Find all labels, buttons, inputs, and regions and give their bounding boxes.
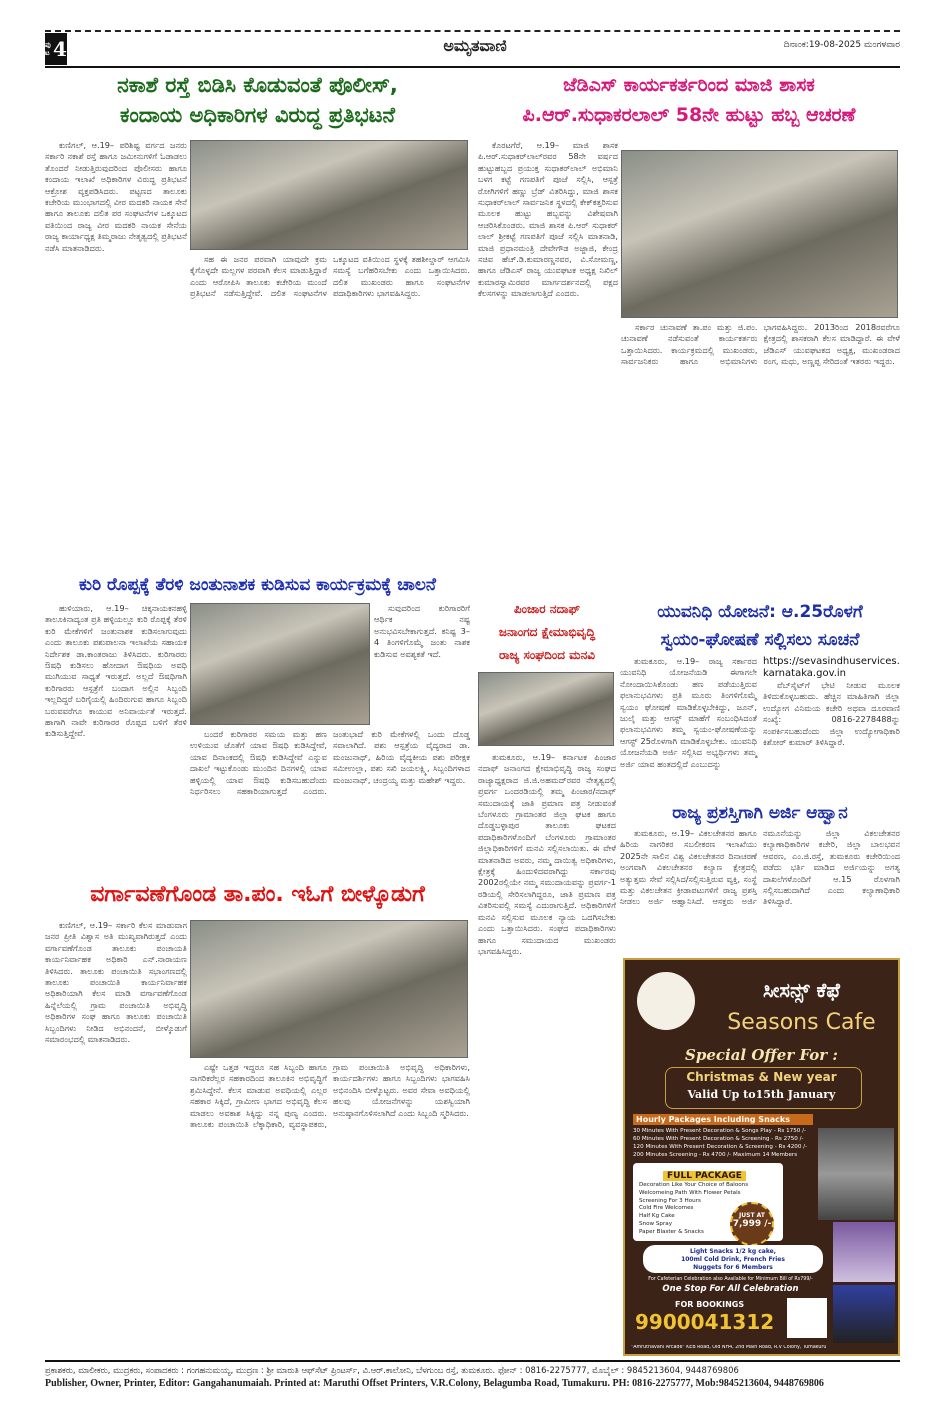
headline-line: ಪಿಂಜಾರ ನದಾಫ್ (513, 602, 581, 616)
package-item: Welcomeing Path With Flower Petals (639, 1189, 741, 1196)
sheep-body-cols (190, 729, 470, 877)
jds-headline (478, 70, 900, 130)
sheep-body-col1 (45, 603, 187, 878)
top-dashed-rule (45, 30, 900, 32)
farewell-body-cols (190, 1062, 470, 1356)
celebration-photo (833, 1285, 895, 1343)
header-rule (45, 66, 900, 68)
page-number-badge (45, 33, 67, 65)
paragraph: ತುಮಕೂರು, ಆ.19– ರಾಜ್ಯ ಸರ್ಕಾರದ ಯುವನಿಧಿ ಯೋಜನೆಯಡಿ ಈಗಾಗಲೇ ನೋಂದಾಯಿಸಿಕೊಂಡು ಹಣ ಪಡೆಯುತ್ತಿರುವ ಫಲಾನುಭವಿಗಳು ಪ್ರತಿ ಮೂರು ತಿಂಗಳಿಗೊಮ್ಮೆ ಸ್ವಯಂ ಘೋಷಣೆ ಮಾಡಿಕೊಳ್ಳಬೇಕಿದ್ದು, ಜೂನ್, ಜುಲೈ ಮತ್ತು ಆಗಸ್ಟ್ ಮಾಹೆಗೆ ಸಂಬಂಧಿಸಿದಂತೆ ಫಲಾನುಭವಿಗಳು ತಮ್ಮ ಸ್ವಯಂ-ಘೋಷಣೆಯನ್ನು ಆಗಸ್ಟ್ 25ರೊಳಗಾಗಿ ಮಾಡಿಕೊಳ್ಳಬೇಕು. ಯುವನಿಧಿ ಯೋಜನೆಯಡಿ ಅರ್ಜಿ ಸಲ್ಲಿಸಿದ ಅಭ್ಯರ್ಥಿಗಳು ತಮ್ಮ ಅರ್ಜಿ ಯಾವ ಹಂತದಲ್ಲಿದೆ ಎಂಬುದನ್ನು (620, 656, 757, 769)
headline-line: ಪಿ.ಆರ್.ಸುಧಾಕರಲಾಲ್ 58ನೇ ಹುಟ್ಟು ಹಬ್ಬ ಆಚರಣೆ (522, 104, 856, 126)
award-body (620, 828, 900, 953)
paragraph: ಕುಣಿಗಲ್, ಆ.19– ಸರ್ಕಾರಿ ಕೆಲಸ ಮಾಡುವಾಗ ಜನರ ಪ್ರೀತಿ ವಿಶ್ವಾಸ ಅತಿ ಮುಖ್ಯವಾಗಿರುತ್ತದೆ ಎಂದು ವರ್ಗಾವಣೆಗೊಂಡ ತಾಲೂಕು ಪಂಚಾಯತಿ ಕಾರ್ಯನಿರ್ವಾಹಕ ಅಧಿಕಾರಿ ಎನ್.ನಾರಾಯಣ ತಿಳಿಸಿದರು. ತಾಲೂಕು ಪಂಚಾಯಿತಿ ಸಭಾಂಗಣದಲ್ಲಿ ತಾಲೂಕು ಪಂಚಾಯಿತಿ ಕಾರ್ಯನಿರ್ವಾಹಕ ಅಧಿಕಾರಿಯಾಗಿ ಕೆಲಸ ಮಾಡಿ ವರ್ಗಾವಣೆಗೊಂಡ ಹಿನ್ನೆಲೆಯಲ್ಲಿ ಗ್ರಾಮ ಪಂಚಾಯಿತಿ ಅಭಿವೃದ್ಧಿ ಅಧಿಕಾರಿಗಳ ಸಂಘ ಹಾಗೂ ತಾಲೂಕು ಪಂಚಾಯಿತಿ ಸಿಬ್ಬಂದಿಗಳು ನೀಡಿದ ಅಭಿನಂದನೆ, ಬೀಳ್ಕೊಡುಗೆ ಸಮಾರಂಭದಲ್ಲಿ ಮಾತನಾಡಿದರು. (45, 920, 187, 1045)
cafeteria-note: For Cafeterian Celebration also Available for Minimum Bill of Rs799/- (648, 1277, 813, 1282)
masthead: ಅಮೃತವಾಣಿ (443, 36, 507, 55)
yuvanidhi-body (620, 656, 900, 799)
sheep-body-side (374, 603, 470, 725)
package-item: 60 Minutes With Present Decoration & Screening - Rs 2750 /- (633, 1136, 804, 1142)
cafe-name-kannada: ಸೀಸನ್ಸ್ ಕೆಫೆ (763, 978, 840, 1002)
paragraph: ಸರ್ಕಾರ ಚುನಾವಣೆ ತಾ.ಪಂ ಮತ್ತು ಜಿ.ಪಂ. ಚುನಾವಣೆ ನಡೆಸುವಂತೆ ಕಾರ್ಯಕರ್ತರು ಒತ್ತಾಯಿಸಿದರು. ಕಾರ್ಯಕ್ರಮದಲ್ಲಿ ಮುಖಂಡರು, ಸಾರ್ವಜನಿಕರು ಹಾಗೂ ಅಭಿಮಾನಿಗಳು ಭಾಗವಹಿಸಿದ್ದರು. 2013ರಿಂದ 2018ರವರೆಗೂ ಕ್ಷೇತ್ರದಲ್ಲಿ ಶಾಸಕರಾಗಿ ಕೆಲಸ ಮಾಡಿದ್ದಾರೆ. ಈ ವೇಳೆ ಜೆಡಿಎಸ್ ಯುವಘಟಕದ ಅಧ್ಯಕ್ಷ, ಮುಖಂಡರಾದ ರಂಗ, ಮಧು, ಅಣ್ಣಪ್ಪ ಸೇರಿದಂತೆ ಇತರರು ಇದ್ದರು. (621, 322, 900, 367)
cafe-address: "Amruthavani Arcade" KEB Road, Old NH4, 2nd Main Road, R.V Colony, Tumakuru (631, 1345, 827, 1350)
headline-line: ನಕಾಶೆ ರಸ್ತೆ ಬಿಡಿಸಿ ಕೊಡುವಂತೆ ಪೊಲೀಸ್, (117, 73, 398, 97)
award-headline: ರಾಜ್ಯ ಪ್ರಶಸ್ತಿಗಾಗಿ ಅರ್ಜಿ ಆಹ್ವಾನ (672, 803, 848, 823)
page-number: 4 (53, 37, 67, 61)
imprint-kannada: ಪ್ರಕಾಶಕರು, ಮಾಲೀಕರು, ಮುದ್ರಕರು, ಸಂಪಾದಕರು : ಗಂಗಹನುಮಯ್ಯ, ಮುದ್ರಣ : ಶ್ರೀ ಮಾರುತಿ ಆಫ್‌ಸೆಟ್ ಪ್ರಿಂಟರ್ಸ್, ವಿ.ಆರ್.ಕಾಲೋನಿ, ಬೆಳಗುಂಬ ರಸ್ತೆ, ತುಮಕೂರು. ಫೋನ್ : 0816-2275777, ಮೊಬೈಲ್ : 9845213604, 9448769806 (45, 1365, 739, 1375)
paragraph: ಬಂದರೆ ಕುರಿಗಾರರ ಸಮಯ ಮತ್ತು ಹಣ ಉಳಿಯುವ ಜೊತೆಗೆ ಯಾವ ಔಷಧಿ ಕುಡಿಸಿದ್ದೇವೆ, ಯಾವ ದಿನಾಂಕದಲ್ಲಿ ಔಷಧಿ ಕುಡಿಸಿದ್ದೇವೆ ಎನ್ನುವ ದಾಖಲೆ ಇಟ್ಟುಕೊಂಡು ಮುಂದಿನ ದಿನಗಳಲ್ಲಿ ಯಾವ ಹಳ್ಳಿಯಲ್ಲಿ ಯಾವ ಔಷಧಿ ಕುಡಿಸಬಹುದೆಂದು ನಿರ್ಧರಿಸಲು ಸಹಕಾರಿಯಾಗುತ್ತದೆ ಎಂದರು. ಜಂತುಭಾದೆ ಕುರಿ ಮೇಕೆಗಳಲ್ಲಿ ಒಂದು ದೊಡ್ಡ ಸವಾಲಾಗಿದೆ. ಪಶು ಆಸ್ಪತ್ರೆಯ ವೈದ್ಯರಾದ ಡಾ. ಮಂಜುನಾಥ್, ಹಿರಿಯ ವೈದ್ಯಕೀಯ ಪಶು ಪರೀಕ್ಷಕ ಸಮೀಉಲ್ಲಾ, ಪಶು ಸಖಿ ಜಯಲಕ್ಷ್ಮಿ, ಸಿಬ್ಬಂದಿಗಳಾದ ಮಂಜುನಾಥ್, ಚಂದ್ರಯ್ಯ ಮತ್ತು ಮಹೇಶ್ ಇದ್ದರು. (190, 729, 470, 797)
package-item: 120 Minutes With Present Decoration & Screening - Rs 4200 /- (633, 1144, 808, 1150)
paragraph: ವೆಬ್‌ಸೈಟ್‌ಗೆ ಭೇಟಿ ನೀಡುವ ಮೂಲಕ ತಿಳಿದುಕೊಳ್ಳಬಹುದು. ಹೆಚ್ಚಿನ ಮಾಹಿತಿಗಾಗಿ ಜಿಲ್ಲಾ ಉದ್ಯೋಗ ವಿನಿಮಯ ಕಚೇರಿ ಅಥವಾ ದೂರವಾಣಿ ಸಂಖ್ಯೆ: 0816-2278488ನ್ನು ಸಂಪರ್ಕಿಸಬಹುದೆಂದು ಜಿಲ್ಲಾ ಉದ್ಯೋಗಾಧಿಕಾರಿ ಕಿಶೋರ್ ಕುಮಾರ್ ತಿಳಿಸಿದ್ದಾರೆ. (763, 680, 900, 748)
paragraph: ತುಮಕೂರು, ಆ.19– ವಿಕಲಚೇತನರ ಹಾಗೂ ಹಿರಿಯ ನಾಗರಿಕರ ಸಬಲೀಕರಣ ಇಲಾಖೆಯು 2025ನೇ ಸಾಲಿನ ವಿಶ್ವ ವಿಕಲಚೇತನರ ದಿನಾಚರಣೆ ಅಂಗವಾಗಿ ವಿಕಲಚೇತನರ ಕಲ್ಯಾಣ ಕ್ಷೇತ್ರದಲ್ಲಿ ಅತ್ಯುತ್ತಮ ಸೇವೆ ಸಲ್ಲಿಸಿದ/ಸಲ್ಲಿಸುತ್ತಿರುವ ವ್ಯಕ್ತಿ, ಸಂಸ್ಥೆ ಮತ್ತು ವಿಕಲಚೇತನ ಕ್ರೀಡಾಪಟುಗಳಿಗೆ ರಾಜ್ಯ ಪ್ರಶಸ್ತಿ ನೀಡಲು ಅರ್ಜಿ ಆಹ್ವಾನಿಸಿದೆ. ಆಸಕ್ತರು ಅರ್ಜಿ ನಮೂನೆಯನ್ನು ಜಿಲ್ಲಾ ವಿಕಲಚೇತನರ ಕಲ್ಯಾಣಾಧಿಕಾರಿಗಳ ಕಚೇರಿ, ಜಿಲ್ಲಾ ಬಾಲಭವನ ಆವರಣ, ಎಂ.ಜಿ.ರಸ್ತೆ, ತುಮಕೂರು ಕಚೇರಿಯಿಂದ ಪಡೆದು ಭರ್ತಿ ಮಾಡಿದ ಅರ್ಜಿಯನ್ನು ಅಗತ್ಯ ದಾಖಲೆಗಳೊಂದಿಗೆ ಆ.15 ರೊಳಗಾಗಿ ಸಲ್ಲಿಸಬಹುದಾಗಿದೆ ಎಂದು ಕಲ್ಯಾಣಾಧಿಕಾರಿ ತಿಳಿಸಿದ್ದಾರೆ. (620, 828, 900, 907)
police-headline (45, 70, 470, 130)
price-value: 7,999 /- (732, 1219, 772, 1229)
package-item: Paper Blaster & Snacks (639, 1228, 704, 1235)
package-item: Screening For 3 Hours (639, 1197, 701, 1204)
imprint-english: Publisher, Owner, Printer, Editor: Gangahanumaiah. Printed at: Maruthi Offset Printers, V.R.Colony, Belagumba Road, Tumakuru. PH: 0816-2275777, Mob:9845213604, 9448769806 (45, 1378, 824, 1389)
snacks-box (643, 1245, 823, 1273)
jds-body-cols (621, 322, 900, 565)
offer-title: Special Offer For : (685, 1046, 838, 1064)
package-item: 30 Minutes With Present Decoration & Songs Play - Rs 1750 /- (633, 1128, 807, 1134)
bookings-label: FOR BOOKINGS (675, 1300, 745, 1309)
tagline: One Stop For All Celebration (662, 1284, 799, 1294)
page-prefix: ಪು (45, 41, 51, 49)
booking-phone[interactable]: 9900041312 (635, 1310, 775, 1334)
package-item: Snow Spray (639, 1220, 673, 1227)
headline-line: ಜೆಡಿಎಸ್ ಕಾರ್ಯಕರ್ತರಿಂದ ಮಾಜಿ ಶಾಸಕ (563, 74, 815, 96)
page-suffix: ಟ (45, 49, 50, 57)
seasons-cafe-advertisement (623, 958, 900, 1356)
footer-rule (45, 1360, 900, 1362)
sevasindhu-link[interactable]: https://sevasindhuservices.karnataka.gov.in (763, 656, 900, 679)
paragraph: ತುಮಕೂರು, ಆ.19– ಕರ್ನಾಟಕ ಪಿಂಜಾರ ನದಾಫ್ ಜನಾಂಗದ ಕ್ಷೇಮಾಭಿವೃದ್ಧಿ ರಾಜ್ಯ ಸಂಘದ ರಾಜ್ಯಾಧ್ಯಕ್ಷರಾದ ಜಿ.ಜಿ.ಅಹಮದ್‌ರವರ ನೇತೃತ್ವದಲ್ಲಿ ಪ್ರವರ್ಗ ಒಂದರಡಿಯಲ್ಲಿ ತಮ್ಮ ಪಿಂಜಾರ/ನದಾಫ್ ಸಮುದಾಯಕ್ಕೆ ಜಾತಿ ಪ್ರಮಾಣ ಪತ್ರ ನೀಡುವಂತೆ ಬೆಂಗಳೂರು ಗ್ರಾಮಾಂತರ ಜಿಲ್ಲಾ ಘಟಕ ಹಾಗೂ ದೊಡ್ಡಬಳ್ಳಾಪುರ ತಾಲೂಕು ಘಟಕದ ಪದಾಧಿಕಾರಿಗಳೊಂದಿಗೆ ಬೆಂಗಳೂರು ಗ್ರಾಮಾಂತರ ಜಿಲ್ಲಾಧಿಕಾರಿಗಳಿಗೆ ಮನವಿ ಸಲ್ಲಿಸಲಾಯಿತು. ಈ ವೇಳೆ ಮಾತನಾಡಿದ ಅವರು, ನಮ್ಮ ದಾಯಿತ್ವ ಅಧಿಕಾರಿಗಳು, ಕ್ಷೇತ್ರಕ್ಕೆ ಹಿಂದುಳಿದವರಾಗಿದ್ದು ಸರ್ಕಾರವು 2002ರಲ್ಲಿಯೇ ನಮ್ಮ ಸಮುದಾಯವನ್ನು ಪ್ರವರ್ಗ-1 ರಡಿಯಲ್ಲಿ ಸೇರಿಸಲಾಗಿದ್ದರೂ, ಜಾತಿ ಪ್ರಮಾಣ ಪತ್ರ ವಿತರಿಸುವಲ್ಲಿ ಸಮಸ್ಯೆ ಎದುರಾಗುತ್ತಿದೆ. ಅಧಿಕಾರಿಗಳಿಗೆ ಮನವಿ ಸಲ್ಲಿಸುವ ಮೂಲಕ ನ್ಯಾಯ ಒದಗಿಸಬೇಕು ಎಂದು ಒತ್ತಾಯಿಸಿದರು. ಸಂಘದ ಪದಾಧಿಕಾರಿಗಳು ಹಾಗೂ ಸಮುದಾಯದ ಮುಖಂಡರು ಭಾಗವಹಿಸಿದ್ದರು. (478, 752, 616, 956)
snacks-line: Light Snacks 1/2 kg cake, (689, 1248, 777, 1255)
issue-date: ದಿನಾಂಕ:19-08-2025 ಮಂಗಳವಾರ (783, 40, 900, 50)
price-badge (730, 1202, 774, 1246)
cafe-name-english: Seasons Cafe (727, 1010, 876, 1035)
farewell-headline: ವರ್ಗಾವಣೆಗೊಂಡ ತಾ.ಪಂ. ಇಓಗೆ ಬೀಳ್ಕೊಡುಗೆ (90, 882, 425, 907)
headline-line: ಕಂದಾಯ ಅಧಿಕಾರಿಗಳ ವಿರುದ್ಧ ಪ್ರತಿಭಟನೆ (120, 103, 395, 127)
police-body-col1 (45, 140, 187, 565)
package-item: Half Kg Cake (639, 1213, 675, 1220)
paragraph: ಕುಣಿಗಲ್, ಆ.19– ಪರಿಶಿಷ್ಟ ವರ್ಗದ ಜನರು ಸರ್ಕಾರಿ ನಕಾಶೆ ರಸ್ತೆ ಹಾಗೂ ಜಮೀನುಗಳಿಗೆ ಓಡಾಡಲು ತೊಂದರೆ ನೀಡುತ್ತಿರುವುದರಿಂದ ಪೊಲೀಸರು ಹಾಗೂ ಕಂದಾಯ ಇಲಾಖೆ ಅಧಿಕಾರಿಗಳ ವಿರುದ್ಧ ಪ್ರತಿಭಟನೆ ಆಕ್ರೋಶ ವ್ಯಕ್ತಪಡಿಸಿದರು. ಪಟ್ಟಣದ ತಾಲೂಕು ಕಚೇರಿಯ ಮುಂಭಾಗದಲ್ಲಿ ವೀರ ಮದಕರಿ ನಾಯಕ ಸೇನೆ ಹಾಗೂ ತಾಲೂಕು ದಲಿತ ಪರ ಸಂಘಟನೆಗಳ ಒಕ್ಕೂಟದ ವತಿಯಿಂದ ರಾಜ್ಯ ವೀರ ಮದಕರಿ ನಾಯಕ ಸೇನೆಯ ರಾಜ್ಯ ಕಾರ್ಯಾಧ್ಯಕ್ಷ ತಿಮ್ಮರಾಜು ನೇತೃತ್ವದಲ್ಲಿ ಪ್ರತಿಭಟನೆ ನಡೆಸಿ ಮಾತನಾಡಿದರು. (45, 140, 187, 253)
sheep-headline: ಕುರಿ ರೊಪ್ಪಕ್ಕೆ ತೆರಳಿ ಜಂತುನಾಶಕ ಕುಡಿಸುವ ಕಾರ್ಯಕ್ರಮಕ್ಕೆ ಚಾಲನೆ (79, 575, 436, 595)
qr-code (787, 1298, 827, 1338)
hourly-packages-title: Hourly Packages Including Snacks (633, 1114, 813, 1125)
package-item: 200 Minutes Screening - Rs 4700 /- Maximum 14 Members (633, 1152, 798, 1158)
pinjara-headline (478, 598, 616, 667)
package-item: Decoration Like Your Choice of Baloons (639, 1182, 749, 1188)
balloon-decor-photo (833, 1222, 895, 1282)
memorandum-photo (478, 672, 614, 746)
paragraph: ಹುಳಿಯಾರು, ಆ.19– ಚಿಕ್ಕನಾಯಕನಹಳ್ಳಿ ತಾಲೂಕಿನಾದ್ಯಂತ ಪ್ರತಿ ಹಳ್ಳಿಯಲ್ಲೂ ಕುರಿ ರೊಪ್ಪಕ್ಕೆ ತೆರಳಿ ಕುರಿ ಮೇಕೆಗಳಿಗೆ ಜಂತುನಾಶಕ ಕುಡಿಸಲಾಗುವುದು ಎಂದು ತಾಲೂಕು ಪಶುಪಾಲನಾ ಇಲಾಖೆಯ ಸಹಾಯಕ ನಿರ್ದೇಶಕ ಡಾ.ಕಾಂತರಾಜು ತಿಳಿಸಿದರು. ಕುರಿಗಾರರು ಔಷಧಿ ಕುಡಿಸಲು ಹೋದಾಗ ಔಷಧಿಯ ಅವಧಿ ಮುಗಿಯುವ ಸಾಧ್ಯತೆ ಇರುತ್ತದೆ. ಅಲ್ಲದೆ ಔಷಧಿಗಾಗಿ ಕುರಿಗಾರರು ಆಸ್ಪತ್ರೆಗೆ ಬಂದಾಗ ಅಲ್ಲಿನ ಸಿಬ್ಬಂದಿ ಇಲ್ಲದಿದ್ದರೆ ಬರಿಗೈಯಲ್ಲಿ ಹಿಂದಿರುಗುವ ಹಾಗೂ ಸಿಬ್ಬಂದಿ ಬರುವವರೆಗೂ ಕಾಯುವ ಅನಿವಾರ್ಯತೆ ಇರುತ್ತದೆ. ಹಾಗಾಗಿ ನಾವೇ ಕುರಿಗಾರರ ರೊಪ್ಪದ ಬಳಿಗೆ ತೆರಳಿ ಕುಡಿಸುತ್ತಿದ್ದೇವೆ. (45, 603, 187, 739)
birthday-photo (621, 150, 898, 318)
sheep-deworming-photo (190, 603, 370, 725)
headline-line: ರಾಜ್ಯ ಸಂಘದಿಂದ ಮನವಿ (498, 648, 595, 662)
package-item: Cold Fire Welcomes (639, 1205, 694, 1212)
pinjara-body (478, 752, 616, 1356)
farewell-body-col1 (45, 920, 187, 1356)
cafe-interior-photo (818, 1128, 894, 1220)
snacks-line: 100ml Cold Drink, French Fries (681, 1256, 785, 1263)
police-body-cols (190, 254, 470, 564)
hourly-packages-list (633, 1127, 818, 1159)
snacks-line: Nuggets for 6 Members (693, 1264, 773, 1271)
headline-line: ಜನಾಂಗದ ಕ್ಷೇಮಾಭಿವೃದ್ಧಿ (498, 625, 596, 639)
yuvanidhi-headline (620, 598, 900, 654)
paragraph: ಸುವುದರಿಂದ ಕುರಿಗಾರರಿಗೆ ಆರ್ಥಿಕ ನಷ್ಟ ಅನುಭವಿಸಬೇಕಾಗುತ್ತದೆ. ಕನಿಷ್ಟ 3–4 ತಿಂಗಳಿಗೊಮ್ಮೆ ಜಂತು ನಾಶಕ ಕುಡಿಸುವ ಅವಶ್ಯಕತೆ ಇದೆ. (374, 603, 470, 659)
validity: Valid Up to15th January (687, 1088, 836, 1101)
headline-line: ಸ್ವಯಂ-ಘೋಷಣೆ ಸಲ್ಲಿಸಲು ಸೂಚನೆ (660, 630, 860, 650)
paragraph: ಕೊರಟಗೆರೆ, ಆ.19– ಮಾಜಿ ಶಾಸಕ ಪಿ.ಆರ್.ಸುಧಾಕರ್‌ಲಾಲ್‌ರವರ 58ನೇ ವರ್ಷದ ಹುಟ್ಟುಹಬ್ಬದ ಪ್ರಯುಕ್ತ ಸುಧಾಕರ್‌ಲಾಲ್ ಅಭಿಮಾನಿ ಬಳಗ ಕಟ್ಟೆ ಗಣಪತಿಗೆ ಪೂಜೆ ಸಲ್ಲಿಸಿ, ಆಸ್ಪತ್ರೆ ರೋಗಿಗಳಿಗೆ ಹಣ್ಣು ಬ್ರೆಡ್ ವಿತರಿಸಿದ್ದು, ಮಾಜಿ ಶಾಸಕ ಸುಧಾಕರ್‌ಲಾಲ್ ಸಾರ್ವಜನಿಕ ಸ್ಥಳದಲ್ಲಿ ಕೇಕ್‌ಕತ್ತರಿಸುವ ಮೂಲಕ ಹುಟ್ಟು ಹಬ್ಬವನ್ನು ವಿಶೇಷವಾಗಿ ಆಚರಿಸಿಕೊಂಡರು. ಮಾಜಿ ಶಾಸಕ ಪಿ.ಆರ್ ಸುಧಾಕರ್ ಲಾಲ್ ಶ್ರೀಕಟ್ಟೆ ಗಣಪತಿಗೆ ಪೂಜೆ ಸಲ್ಲಿಸಿ ಮಾತನಾಡಿ, ಮಾಜಿ ಪ್ರಧಾನಮಂತ್ರಿ ದೇವೇಗೌಡ ಅಜ್ಜಾಜಿ, ಕೇಂದ್ರ ಸಚಿವ ಹೆಚ್.ಡಿ.ಕುಮಾರಣ್ಣನವರ, ವಿ.ಸೋಮಣ್ಣ, ಹಾಗೂ ಜೆಡಿಎಸ್ ರಾಜ್ಯ ಯುವಘಟಕ ಅಧ್ಯಕ್ಷ ನಿಖಿಲ್ ಕುಮಾರಸ್ವಾಮಿರವರ ಮಾರ್ಗದರ್ಶನದಲ್ಲಿ ಪಕ್ಷದ ಕೆಲಸಗಳನ್ನು ಮಾಡಲಾಗುತ್ತಿದೆ ಎಂದರು. (478, 140, 618, 299)
protest-photo (190, 140, 468, 250)
farewell-photo (190, 920, 468, 1058)
jds-body-col1 (478, 140, 618, 565)
full-package-title: FULL PACKAGE (663, 1171, 746, 1181)
headline-line: ಯುವನಿಧಿ ಯೋಜನೆ: ಆ.25ರೊಳಗೆ (657, 602, 863, 622)
paragraph: ಸಹ ಈ ಜನರ ಪರವಾಗಿ ಯಾವುದೇ ಕ್ರಮ ಕೈಗೊಳ್ಳದೇ ಮಲ್ಲಗಳ ಪರವಾಗಿ ಕೆಲಸ ಮಾಡುತ್ತಿದ್ದಾರೆ ಎಂದು ಆರೋಪಿಸಿ ತಾಲೂಕು ಕಚೇರಿಯ ಮುಂದೆ ಪ್ರತಿಭಟನೆ ನಡೆಸುತ್ತಿದ್ದೇವೆ. ದಲಿತ ಸಂಘಟನೆಗಳ ಒಕ್ಕೂಟದ ವತಿಯಿಂದ ಸ್ಥಳಕ್ಕೆ ತಹಶೀಲ್ದಾರ್ ಆಗಮಿಸಿ ಸಮಸ್ಯೆ ಬಗೆಹರಿಸಬೇಕು ಎಂದು ಒತ್ತಾಯಿಸಿದರು. ದಲಿತ ಮುಖಂಡರು ಹಾಗೂ ಸಂಘಟನೆಗಳ ಪದಾಧಿಕಾರಿಗಳು ಭಾಗವಹಿಸಿದ್ದರು. (190, 254, 470, 299)
occasion: Christmas & New year (686, 1070, 837, 1084)
paragraph: ಎಷ್ಟೇ ಒತ್ತಡ ಇದ್ದರೂ ಸಹ ಸಿಬ್ಬಂದಿ ಹಾಗೂ ನಾಗರಿಕರೆಲ್ಲರ ಸಹಕಾರದಿಂದ ತಾಲೂಕಿನ ಅಭಿವೃದ್ಧಿಗೆ ಶ್ರಮಿಸಿದ್ದೇನೆ. ಕೆಲಸ ಮಾಡುವ ಅವಧಿಯಲ್ಲಿ ಎಲ್ಲರ ಸಹಕಾರ ಸಿಕ್ಕಿದೆ, ಗ್ರಾಮೀಣ ಭಾಗದ ಅಭಿವೃದ್ಧಿ ಕೆಲಸ ಮಾಡಲು ಅವಕಾಶ ಸಿಕ್ಕಿದ್ದು ನನ್ನ ಪುಣ್ಯ ಎಂದರು. ತಾಲೂಕು ಪಂಚಾಯಿತಿ ಲೆಕ್ಕಾಧಿಕಾರಿ, ವ್ಯವಸ್ಥಾಪಕರು, ಗ್ರಾಮ ಪಂಚಾಯಿತಿ ಅಭಿವೃದ್ಧಿ ಅಧಿಕಾರಿಗಳು, ಕಾರ್ಯದರ್ಶಿಗಳು ಹಾಗೂ ಸಿಬ್ಬಂದಿಗಳು ಭಾಗವಹಿಸಿ ಅಭಿನಂದಿಸಿ ಬೀಳ್ಕೊಟ್ಟರು. ಅವರ ಸೇವಾ ಅವಧಿಯಲ್ಲಿ ಹಲವು ಯೋಜನೆಗಳನ್ನು ಯಶಸ್ವಿಯಾಗಿ ಅನುಷ್ಠಾನಗೊಳಿಸಲಾಗಿದೆ ಎಂದು ಸಿಬ್ಬಂದಿ ಸ್ಮರಿಸಿದರು. (190, 1062, 470, 1130)
imprint-footer (45, 1364, 900, 1390)
price-label: JUST AT (739, 1212, 765, 1219)
